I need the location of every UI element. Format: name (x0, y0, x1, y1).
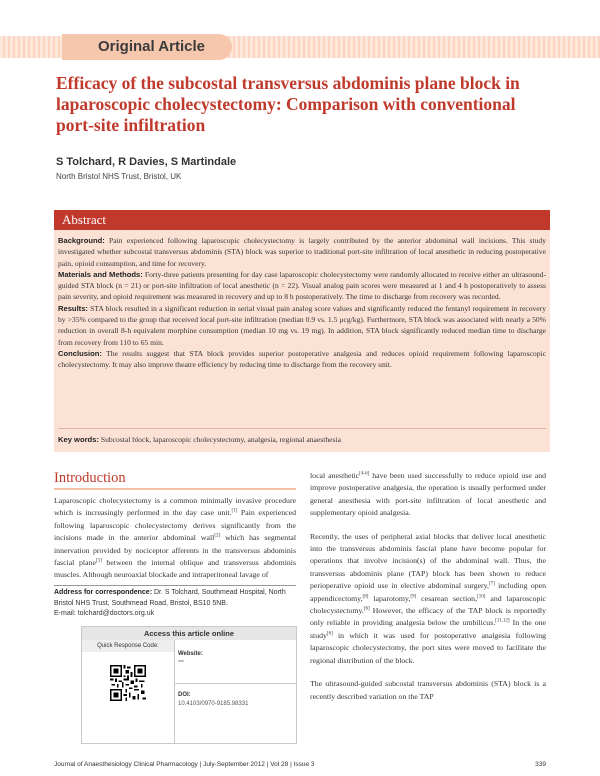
keywords-label: Key words: (58, 435, 99, 444)
column-1-text (54, 495, 296, 582)
keywords-divider (58, 428, 546, 429)
correspondence-divider (54, 585, 296, 586)
results-label: Results: (58, 303, 88, 313)
paragraph (310, 531, 546, 667)
citation-link[interactable]: [4-6] (359, 471, 370, 477)
methods-text: Forty-three patients presenting for day case laparoscopic cholecystectomy were randomly allocated to receive either an ultrasound-guided STA block (n = 21) or port-site infiltration of local anesthetic (n = 22). Visual analog pain scores were measured at 1 and 4 h postoperatively to assess pain severity, and opioid requirement was measured in recovery and up to 8 h postoperatively. The time to discharge from recovery was recorded. (58, 269, 546, 302)
doi-value[interactable]: 10.4103/0970-9185.98331 (178, 701, 249, 707)
keywords (58, 435, 341, 444)
correspondence-address: Dr. S Tolchard, Southmead Hospital, North Bristol NHS Trust, Southmead Road, Bristol, BS10 5NB. (54, 589, 286, 607)
text-run: and laparoscopic cholecystectomy. (310, 593, 547, 616)
conclusion-label: Conclusion: (58, 348, 102, 358)
abstract-header (54, 210, 550, 230)
qr-code-icon[interactable] (110, 665, 146, 701)
page-footer (54, 761, 546, 768)
correspondence (54, 588, 296, 620)
background-text: Pain experienced following laparoscopic cholecystectomy is largely contributed by the anterior abdominal wall incisions. This study investigated whether subcostal transversus abdominis (STA) block was superior to traditional port-site infiltration of local anesthetic in reducing postoperative pain, opioid consumption, and time for recovery. (58, 236, 546, 268)
access-divider (175, 683, 296, 684)
citation-link[interactable]: [6] (326, 631, 333, 637)
introduction-rule (54, 488, 296, 490)
website-label: Website: (178, 651, 203, 657)
citation-link[interactable]: [9] (410, 594, 417, 600)
article-title: Efficacy of the subcostal transversus abdominis plane block in laparoscopic cholecystectomy: Comparison with conventional port-site infiltration (56, 73, 520, 135)
conclusion-text: The results suggest that STA block provides superior postoperative analgesia and reduces opioid requirement following laparoscopic cholecystectomy. It may also improve theatre efficiency by reducing time to discharge from the recovery unit. (58, 348, 546, 370)
citation-link[interactable]: [1] (231, 508, 238, 514)
text-run: which has segmental innervation provided by nociceptor afferents in the transversus abdominis fascial plane (54, 533, 296, 568)
access-heading: Access this article online (82, 627, 296, 640)
article-authors: S Tolchard, R Davies, S Martindale (56, 156, 237, 168)
text-run: local anesthetic (310, 471, 360, 480)
text-run: between the internal oblique and transversus abdominis muscles. Although neuroaxial blockade and intraperitoneal lavage of (54, 558, 296, 580)
text-run: However, the efficacy of the TAP block is reportedly only reliable in providing analgesia below the umbilicus. (310, 606, 546, 628)
website-value[interactable]: *** (178, 660, 184, 666)
abstract-conclusion (58, 348, 546, 371)
citation-link[interactable]: [2] (214, 533, 221, 539)
page-number: 339 (535, 761, 546, 768)
text-run: including open appendicectomy, (310, 581, 546, 603)
citation-link[interactable]: [11,12] (495, 618, 510, 624)
citation-link[interactable]: [10] (477, 594, 486, 600)
text-run: laparotomy, (368, 593, 411, 603)
results-text: STA block resulted in a significant reduction in serial visual pain analog score values and significantly reduced the fentanyl requirement in recovery by >35% compared to the group that received local port-site infiltration (median 0.9 vs. 1.5 μcg/kg). Furthermore, STA block was associated with nearly a 50% reduction in overall 8-h equivalent morphine consumption (median 10 mg vs. 19 mg). In addition, STA block significantly reduced median time to discharge from recovery from 110 to 65 min. (58, 303, 546, 347)
text-run: cesarean section, (416, 593, 478, 603)
abstract-heading: Abstract (62, 212, 107, 227)
keywords-text: Subcostal block, laparoscopic cholecystectomy, analgesia, regional anaesthesia (100, 435, 341, 444)
citation-link[interactable]: [3] (95, 558, 102, 564)
background-label: Background: (58, 236, 105, 245)
paragraph: The ultrasound-guided subcostal transversus abdominis (STA) block is a recently described variation on the TAP (310, 679, 546, 701)
text-run: Recently, the uses of peripheral axial blocks that deliver local anesthetic into the transversus abdominis fascial plane have become popular for operations that involve incision(s) of the abdominal wall. Thus, the transversus abdominis plane (TAP) block has been shown to reduce perioperative opioid use in elective abdominal surgery, (310, 531, 546, 591)
doi-label: DOI: (178, 692, 191, 698)
citation-link[interactable]: [8] (362, 594, 369, 600)
text-run: Pain experienced following laparoscopic cholecystectomy derives significantly from the incisions made in the anterior abdominal wall (54, 508, 296, 543)
correspondence-label: Address for correspondence: (54, 589, 153, 596)
text-run: In the one study (310, 618, 546, 640)
abstract-body (58, 235, 546, 371)
abstract-results (58, 303, 546, 348)
qr-label: Quick Response Code: (82, 640, 174, 652)
journal-info: Journal of Anaesthesiology Clinical Pharmacology | July-September 2012 | Vol 28 | Issue 3 (54, 761, 315, 768)
column-2-text (310, 470, 546, 703)
text-run: have been used successfully to reduce opioid use and improve postoperative analgesia, the operation is usually performed under general anesthesia with port-site infiltration of local anesthetic and supplementary opioid analgesia. (310, 471, 547, 518)
article-affiliation: North Bristol NHS Trust, Bristol, UK (56, 172, 182, 181)
citation-link[interactable]: [6] (363, 606, 370, 612)
text-run: Laparoscopic cholecystectomy is a common minimally invasive procedure which is increasingly performed in the day case unit. (54, 496, 296, 518)
access-online-box (81, 626, 297, 744)
section-label: Original Article (98, 38, 205, 55)
access-divider (174, 640, 175, 744)
text-run: in which it was used for postoperative analgesia following laparoscopic cholecystectomy, the port sites were moved to facilitate the regional distribution of the block. (310, 630, 546, 665)
citation-link[interactable]: [7] (489, 581, 495, 587)
correspondence-email[interactable]: E-mail: tolchard@doctors.org.uk (54, 610, 155, 617)
methods-label: Materials and Methods: (58, 269, 143, 279)
abstract-methods (58, 269, 546, 303)
paragraph (310, 470, 546, 520)
introduction-heading: Introduction (54, 470, 126, 486)
abstract-background (58, 235, 546, 269)
